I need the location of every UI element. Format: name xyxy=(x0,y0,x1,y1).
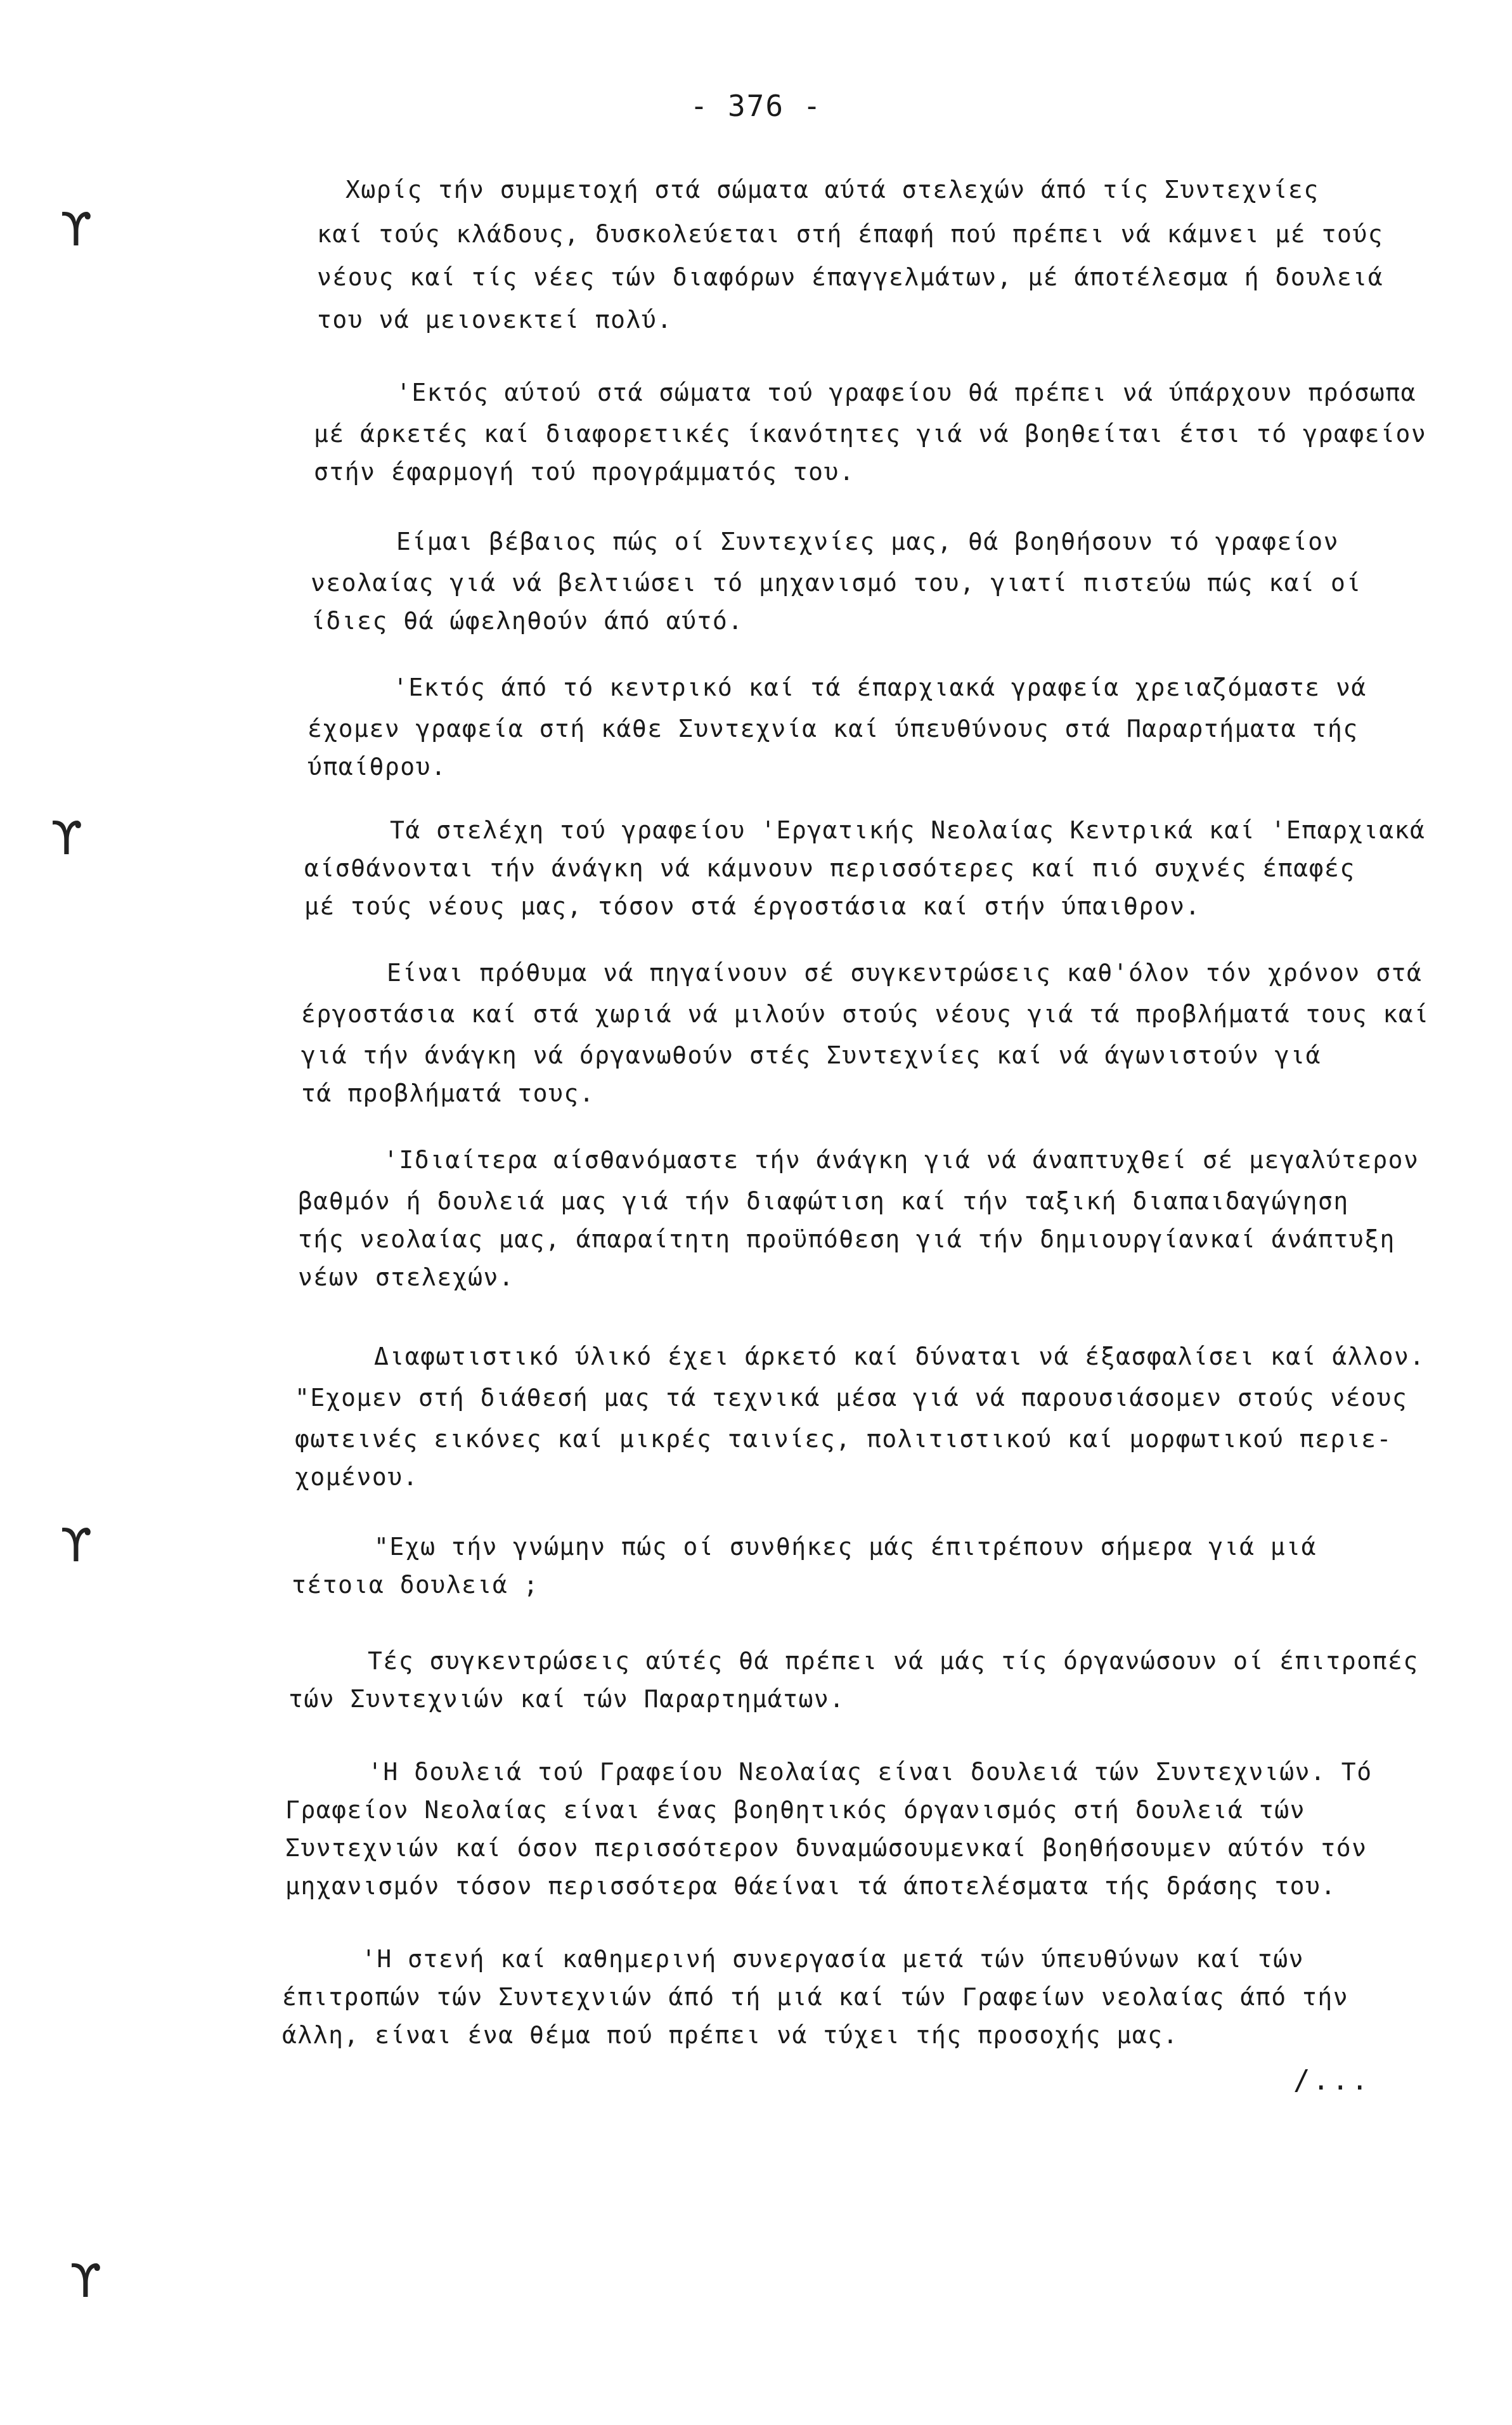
text-line: τά προβλήματά τους. xyxy=(301,1079,595,1107)
text-line: φωτεινές εικόνες καί μικρές ταινίες, πολιτιστικού καί μορφωτικού περιε- xyxy=(295,1425,1392,1453)
text-line: 'Η στενή καί καθημερινή συνεργασία μετά τών ύπευθύνων καί τών xyxy=(361,1945,1305,1973)
page-number: - 376 - xyxy=(690,89,822,123)
text-line: τής νεολαίας μας, άπαραίτητη προϋπόθεση γιά τήν δημιουργίανκαί άνάπτυξη xyxy=(298,1225,1395,1253)
text-line: καί τούς κλάδους, δυσκολεύεται στή έπαφή πού πρέπει νά κάμνει μέ τούς xyxy=(317,220,1384,248)
text-line: 'Εκτός αύτού στά σώματα τού γραφείου θά πρέπει νά ύπάρχουν πρόσωπα xyxy=(396,379,1416,406)
continuation-mark: /... xyxy=(1293,2064,1371,2097)
text-line: νέων στελεχών. xyxy=(298,1263,515,1291)
text-line: βαθμόν ή δουλειά μας γιά τήν διαφώτιση καί τήν ταξική διαπαιδαγώγηση xyxy=(298,1187,1349,1215)
text-line: "Εχω τήν γνώμην πώς οί συνθήκες μάς έπιτρέπουν σήμερα γιά μιά xyxy=(374,1533,1317,1561)
margin-mark-icon: ϒ xyxy=(60,1519,93,1572)
text-line: Γραφείον Νεολαίας είναι ένας βοηθητικός όργανισμός στή δουλειά τών xyxy=(285,1796,1305,1824)
text-line: του νά μειονεκτεί πολύ. xyxy=(317,306,673,334)
text-line: χομένου. xyxy=(295,1463,419,1491)
margin-mark-icon: ϒ xyxy=(51,812,83,865)
text-line: έχομεν γραφεία στή κάθε Συντεχνία καί ύπευθύνους στά Παραρτήματα τής xyxy=(307,715,1359,743)
text-line: Τές συγκεντρώσεις αύτές θά πρέπει νά μάς τίς όργανώσουν οί έπιτροπές xyxy=(368,1647,1419,1675)
margin-mark-icon: ϒ xyxy=(60,203,93,256)
text-line: Συντεχνιών καί όσον περισσότερον δυναμώσουμενκαί βοηθήσουμεν αύτόν τόν xyxy=(285,1834,1367,1862)
text-line: Τά στελέχη τού γραφείου 'Εργατικής Νεολαίας Κεντρικά καί 'Επαρχιακά xyxy=(390,816,1426,844)
text-line: νεολαίας γιά νά βελτιώσει τό μηχανισμό του, γιατί πιστεύω πώς καί οί xyxy=(311,569,1362,597)
text-line: ύπαίθρου. xyxy=(307,753,447,781)
text-line: μέ τούς νέους μας, τόσον στά έργοστάσια καί στήν ύπαιθρον. xyxy=(304,892,1201,920)
text-line: Είναι πρόθυμα νά πηγαίνουν σέ συγκεντρώσεις καθ'όλον τόν χρόνον στά xyxy=(387,959,1423,987)
text-line: 'Εκτός άπό τό κεντρικό καί τά έπαρχιακά γραφεία χρειαζόμαστε νά xyxy=(393,673,1367,701)
text-line: αίσθάνονται τήν άνάγκη νά κάμνουν περισσότερες καί πιό συχνές έπαφές xyxy=(304,854,1355,882)
margin-mark-icon: ϒ xyxy=(70,2254,102,2308)
text-line: "Εχομεν στή διάθεσή μας τά τεχνικά μέσα γιά νά παρουσιάσομεν στούς νέους xyxy=(295,1384,1408,1412)
text-line: γιά τήν άνάγκη νά όργανωθούν στές Συντεχνίες καί νά άγωνιστούν γιά xyxy=(301,1041,1321,1069)
text-line: 'Ιδιαίτερα αίσθανόμαστε τήν άνάγκη γιά νά άναπτυχθεί σέ μεγαλύτερον xyxy=(384,1146,1419,1174)
text-line: άλλη, είναι ένα θέμα πού πρέπει νά τύχει τής προσοχής μας. xyxy=(282,2021,1179,2049)
text-line: μέ άρκετές καί διαφορετικές ίκανότητες γιά νά βοηθείται έτσι τό γραφείον xyxy=(314,420,1427,448)
text-line: Χωρίς τήν συμμετοχή στά σώματα αύτά στελεχών άπό τίς Συντεχνίες xyxy=(346,176,1319,204)
text-line: 'Η δουλειά τού Γραφείου Νεολαίας είναι δουλειά τών Συντεχνιών. Τό xyxy=(368,1758,1373,1786)
text-line: Διαφωτιστικό ύλικό έχει άρκετό καί δύναται νά έξασφαλίσει καί άλλον. xyxy=(374,1343,1425,1370)
text-line: τών Συντεχνιών καί τών Παραρτημάτων. xyxy=(288,1685,845,1713)
text-line: μηχανισμόν τόσον περισσότερα θάείναι τά άποτελέσματα τής δράσης του. xyxy=(285,1872,1336,1900)
text-line: έργοστάσια καί στά χωριά νά μιλούν στούς νέους γιά τά προβλήματά τους καί xyxy=(301,1000,1430,1028)
text-line: στήν έφαρμογή τού προγράμματός του. xyxy=(314,458,855,486)
text-line: Είμαι βέβαιος πώς οί Συντεχνίες μας, θά βοηθήσουν τό γραφείον xyxy=(396,528,1340,556)
text-line: έπιτροπών τών Συντεχνιών άπό τή μιά καί τών Γραφείων νεολαίας άπό τήν xyxy=(282,1983,1349,2011)
text-line: νέους καί τίς νέες τών διαφόρων έπαγγελμάτων, μέ άποτέλεσμα ή δουλειά xyxy=(317,263,1384,291)
text-line: τέτοια δουλειά ; xyxy=(292,1571,540,1599)
text-line: ίδιες θά ώφεληθούν άπό αύτό. xyxy=(311,607,744,635)
